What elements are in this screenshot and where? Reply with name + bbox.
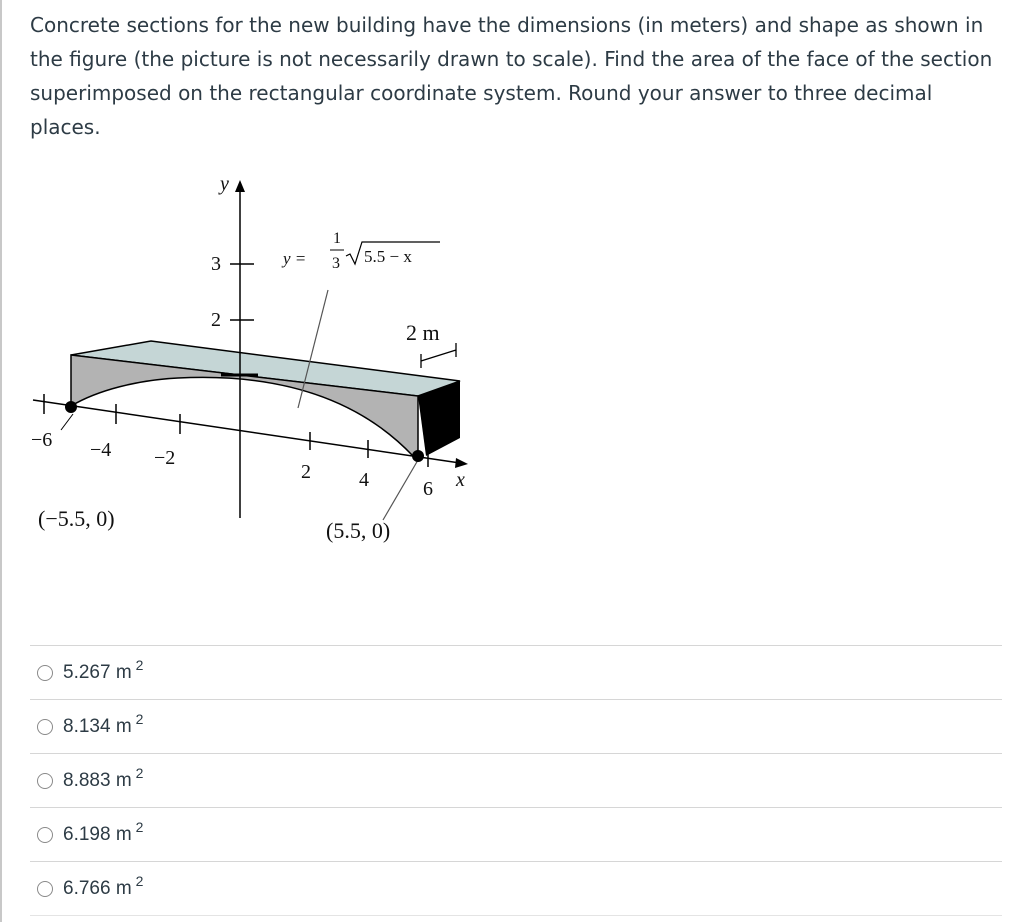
choice-value: 8.883 m bbox=[63, 769, 132, 791]
point-left-dot bbox=[65, 401, 77, 413]
choice-option-4[interactable] bbox=[30, 807, 1002, 861]
thickness-label: 2 m bbox=[406, 320, 440, 345]
left-border bbox=[0, 0, 2, 922]
x-tick-label-6: 6 bbox=[423, 478, 433, 500]
choice-value: 6.766 m bbox=[63, 877, 132, 899]
equation-denominator: 3 bbox=[332, 255, 340, 272]
point-right-label: (5.5, 0) bbox=[326, 518, 391, 543]
y-axis-label: y bbox=[220, 173, 229, 195]
answer-choices bbox=[30, 645, 1002, 916]
thickness-bracket bbox=[421, 343, 456, 368]
point-left-label: (−5.5, 0) bbox=[38, 506, 115, 531]
choice-option-3[interactable] bbox=[30, 753, 1002, 807]
x-tick-label-4: 4 bbox=[359, 469, 369, 491]
radio-button[interactable] bbox=[37, 719, 53, 735]
choice-option-5[interactable] bbox=[30, 861, 1002, 916]
equation-radicand: 5.5 − x bbox=[364, 247, 412, 266]
choice-option-1[interactable] bbox=[30, 645, 1002, 699]
equation-numerator: 1 bbox=[333, 230, 341, 247]
choice-exponent: 2 bbox=[135, 764, 144, 781]
x-tick-label-2: 2 bbox=[301, 461, 311, 483]
y-tick-label-3: 3 bbox=[211, 253, 221, 275]
leader-neg6 bbox=[61, 414, 73, 430]
x-tick-label-neg6: −6 bbox=[31, 429, 53, 451]
radio-button[interactable] bbox=[37, 827, 53, 843]
leader-right-point bbox=[383, 460, 418, 520]
question-text: Concrete sections for the new building have the dimensions (in meters) and shape as shown in the figure (the picture is not necessarily drawn to scale). Find the area of the face of the section superimposed on the rectangular coordinate system. Round your answer to three decimal places. bbox=[30, 13, 993, 139]
y-tick-label-2: 2 bbox=[211, 309, 221, 331]
x-tick-label-neg2: −2 bbox=[154, 447, 176, 469]
choice-value: 6.198 m bbox=[63, 823, 132, 845]
radio-button[interactable] bbox=[37, 665, 53, 681]
point-right-dot bbox=[412, 450, 424, 462]
x-tick-label-neg4: −4 bbox=[90, 439, 112, 461]
choice-value: 5.267 m bbox=[63, 661, 132, 683]
choice-option-2[interactable] bbox=[30, 699, 1002, 753]
x-axis-label: x bbox=[456, 469, 465, 491]
choice-exponent: 2 bbox=[135, 656, 144, 673]
x-axis-arrow bbox=[455, 458, 468, 468]
equation-lhs: y = bbox=[283, 249, 307, 268]
radio-button[interactable] bbox=[37, 773, 53, 789]
radio-button[interactable] bbox=[37, 881, 53, 897]
choice-exponent: 2 bbox=[135, 818, 144, 835]
concrete-section-figure bbox=[28, 168, 488, 558]
y-axis-arrow bbox=[235, 180, 245, 192]
choice-exponent: 2 bbox=[135, 872, 144, 889]
choice-value: 8.134 m bbox=[63, 715, 132, 737]
choice-exponent: 2 bbox=[135, 710, 144, 727]
